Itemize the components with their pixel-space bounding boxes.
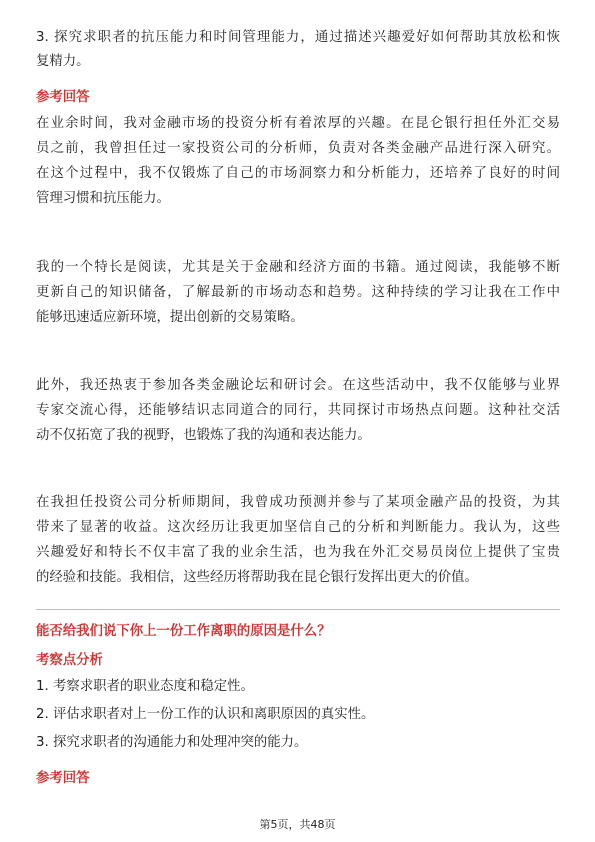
analysis-item-line: 3. 探究求职者的抗压能力和时间管理能力，通过描述兴趣爱好如何帮助其放松和恢 bbox=[36, 30, 560, 45]
answer-paragraph-line: 此外，我还热衷于参加各类金融论坛和研讨会。在这些活动中，我不仅能够与业界 bbox=[36, 378, 560, 393]
answer-paragraph-line: 的经验和技能。我相信，这些经历将帮助我在昆仑银行发挥出更大的价值。 bbox=[36, 570, 478, 585]
answer-paragraph-line: 员之前，我曾担任过一家投资公司的分析师，负责对各类金融产品进行深入研究。 bbox=[36, 141, 560, 156]
analysis-item-line: 复精力。 bbox=[36, 54, 90, 69]
answer-paragraph-line: 我的一个特长是阅读，尤其是关于金融和经济方面的书籍。通过阅读，我能够不断 bbox=[36, 260, 560, 275]
reference-answer-heading: 参考回答 bbox=[36, 771, 90, 786]
analysis-item: 1. 考察求职者的职业态度和稳定性。 bbox=[36, 679, 254, 694]
question-heading: 能否给我们说下你上一份工作离职的原因是什么？ bbox=[36, 624, 331, 639]
answer-paragraph-line: 管理习惯和抗压能力。 bbox=[36, 191, 170, 206]
analysis-item: 3. 探究求职者的沟通能力和处理冲突的能力。 bbox=[36, 735, 308, 750]
analysis-item: 2. 评估求职者对上一份工作的认识和离职原因的真实性。 bbox=[36, 707, 375, 722]
reference-answer-heading: 参考回答 bbox=[36, 90, 90, 105]
answer-paragraph-line: 更新自己的知识储备，了解最新的市场动态和趋势。这种持续的学习让我在工作中 bbox=[36, 285, 560, 300]
answer-paragraph-line: 动不仅拓宽了我的视野，也锻炼了我的沟通和表达能力。 bbox=[36, 428, 371, 443]
page-number: 第5页，共48页 bbox=[259, 818, 336, 831]
answer-paragraph-line: 在我担任投资公司分析师期间，我曾成功预测并参与了某项金融产品的投资，为其 bbox=[36, 495, 560, 510]
answer-paragraph-line: 带来了显著的收益。这次经历让我更加坚信自己的分析和判断能力。我认为，这些 bbox=[36, 520, 560, 535]
answer-paragraph-line: 兴趣爱好和特长不仅丰富了我的业余生活，也为我在外汇交易员岗位上提供了宝贵 bbox=[36, 545, 560, 560]
section-divider bbox=[36, 609, 560, 610]
analysis-heading: 考察点分析 bbox=[36, 653, 103, 668]
answer-paragraph-line: 专家交流心得，还能够结识志同道合的同行，共同探讨市场热点问题。这种社交活 bbox=[36, 403, 560, 418]
answer-paragraph-line: 在业余时间，我对金融市场的投资分析有着浓厚的兴趣。在昆仑银行担任外汇交易 bbox=[36, 116, 560, 131]
answer-paragraph-line: 在这个过程中，我不仅锻炼了自己的市场洞察力和分析能力，还培养了良好的时间 bbox=[36, 166, 560, 181]
answer-paragraph-line: 能够迅速适应新环境，提出创新的交易策略。 bbox=[36, 310, 304, 325]
